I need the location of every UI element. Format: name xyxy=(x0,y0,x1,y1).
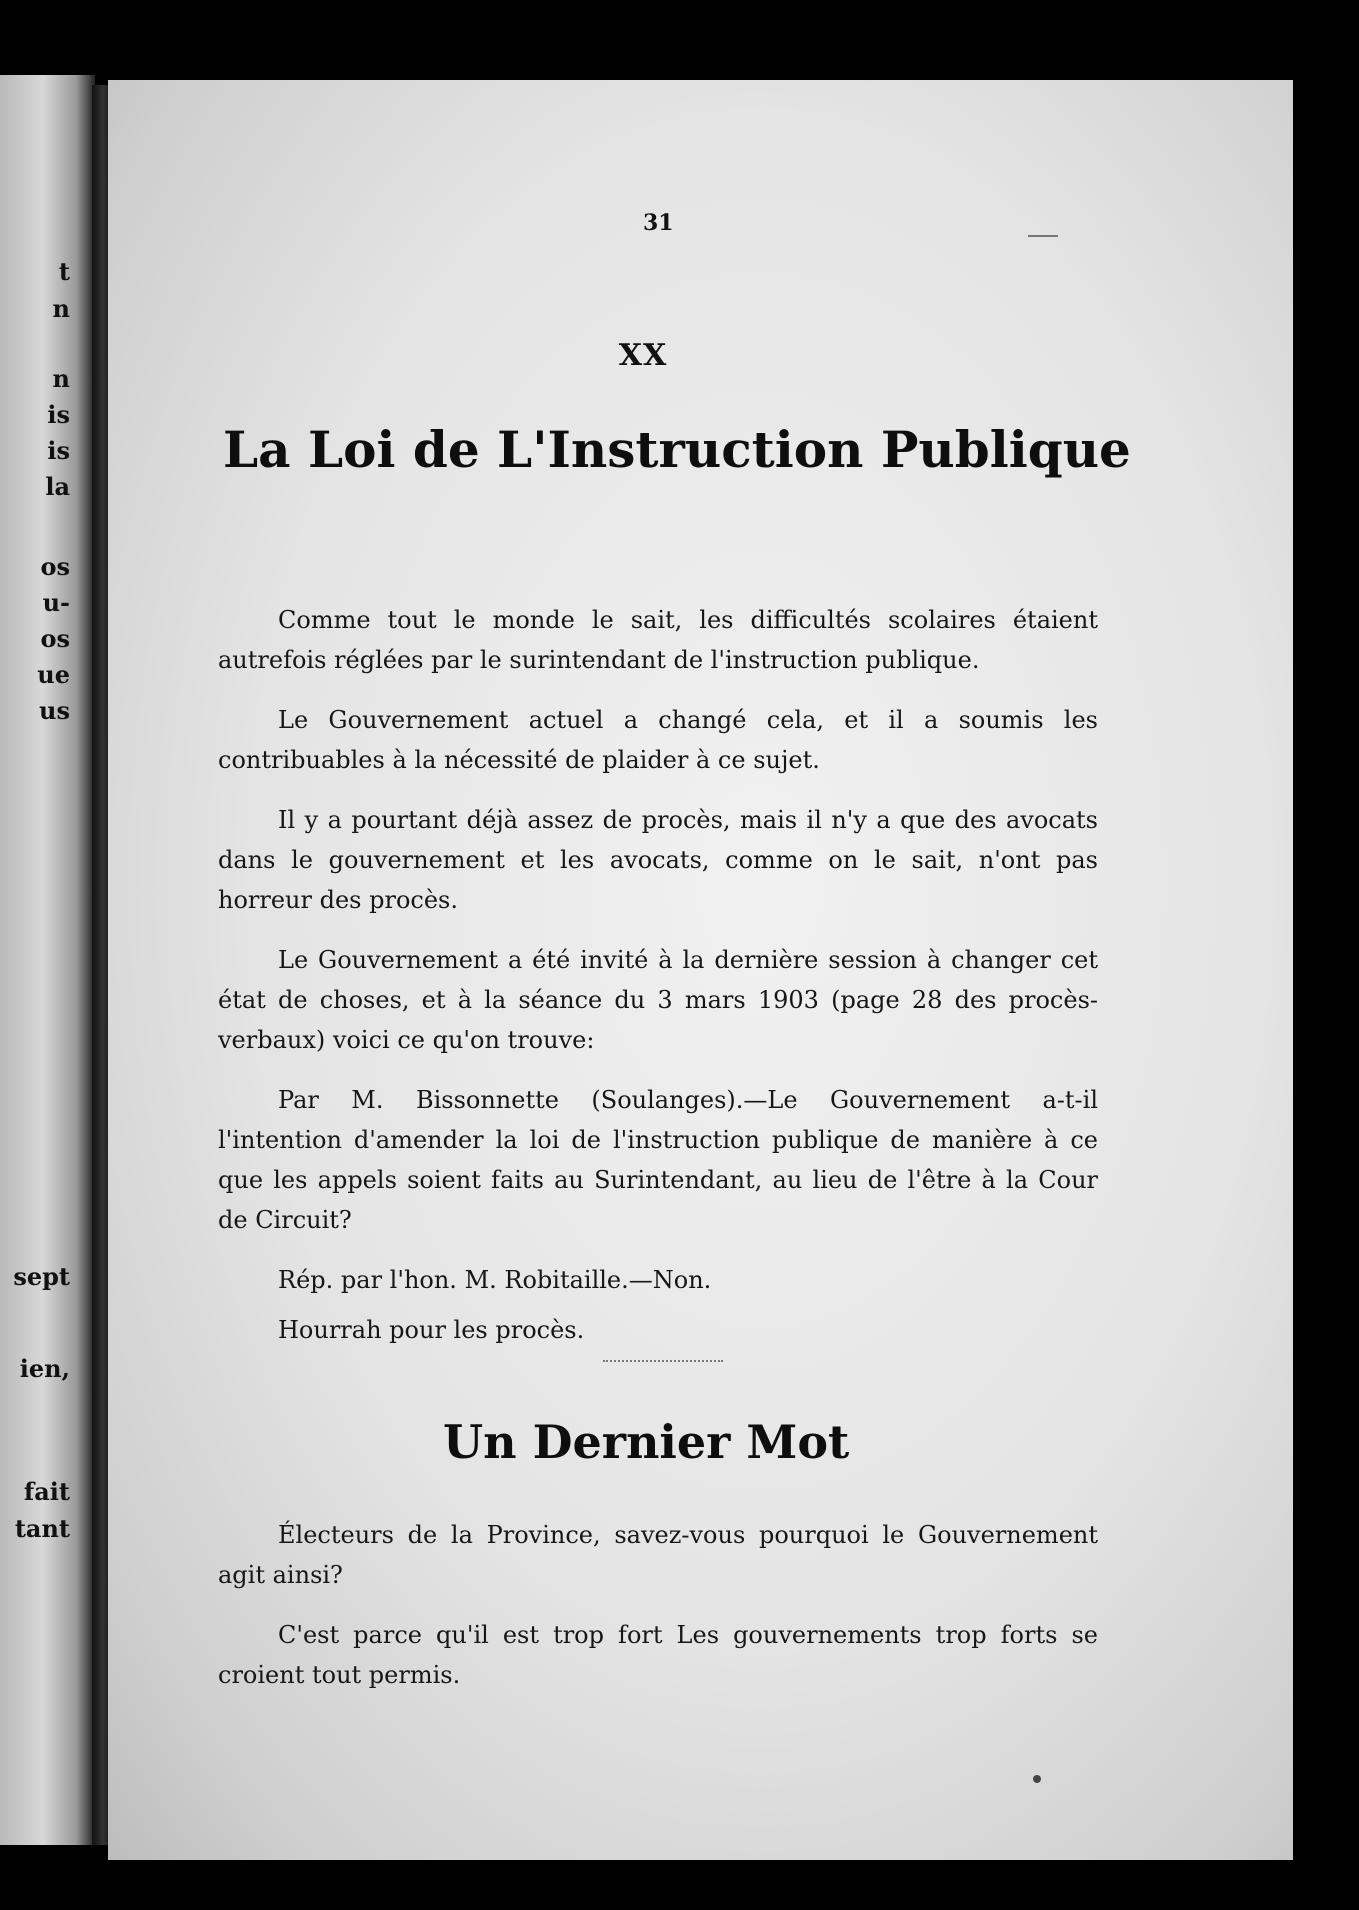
left-page-fragment: la xyxy=(45,472,70,501)
left-page-edge xyxy=(0,75,95,1845)
page-number: 31 xyxy=(643,210,674,236)
left-page-fragment: is xyxy=(47,400,70,429)
left-page-fragment: fait xyxy=(23,1477,70,1506)
paragraph: Comme tout le monde le sait, les difficultés scolaires étaient autrefois réglées par le surintendant de l'instruction publique. xyxy=(218,606,1098,674)
left-page-fragment: is xyxy=(47,436,70,465)
left-page-fragment: t xyxy=(58,257,70,286)
left-page-fragment: u- xyxy=(42,588,70,617)
section-separator xyxy=(603,1360,723,1362)
left-page-fragment: ien, xyxy=(19,1354,70,1383)
paragraph: C'est parce qu'il est trop fort Les gouvernements trop forts se croient tout permis. xyxy=(218,1621,1098,1689)
paragraph: Électeurs de la Province, savez-vous pourquoi le Gouvernement agit ainsi? xyxy=(218,1521,1098,1589)
section-title: Un Dernier Mot xyxy=(443,1415,850,1469)
left-page-fragment: us xyxy=(39,696,70,725)
paragraph: Il y a pourtant déjà assez de procès, mais il n'y a que des avocats dans le gouvernement et les avocats, comme on le sait, n'ont pas horreur des procès. xyxy=(218,806,1098,914)
section-body xyxy=(218,1515,1098,1715)
paragraph: Par M. Bissonnette (Soulanges).—Le Gouvernement a-t-il l'intention d'amender la loi de l'instruction publique de manière à ce que les appels soient faits au Surintendant, au lieu de l'être à la Cour de Circuit? xyxy=(218,1086,1098,1234)
page-title: La Loi de L'Instruction Publique xyxy=(223,420,1131,479)
article-body xyxy=(218,600,1098,1360)
scanned-page xyxy=(108,80,1293,1860)
left-page-fragment: ue xyxy=(37,660,70,689)
left-page-fragment: tant xyxy=(14,1514,70,1543)
left-page-fragment: sept xyxy=(13,1262,70,1291)
paragraph: Le Gouvernement actuel a changé cela, et il a soumis les contribuables à la nécessité de plaider à ce sujet. xyxy=(218,706,1098,774)
print-speck xyxy=(1033,1775,1041,1783)
print-speck xyxy=(1028,235,1058,237)
chapter-number: XX xyxy=(618,338,668,373)
paragraph: Rép. par l'hon. M. Robitaille.—Non. xyxy=(278,1266,712,1294)
left-page-fragment: os xyxy=(40,552,70,581)
paragraph: Le Gouvernement a été invité à la dernière session à changer cet état de choses, et à la séance du 3 mars 1903 (page 28 des procès-verbaux) voici ce qu'on trouve: xyxy=(218,946,1098,1054)
left-page-fragment: os xyxy=(40,624,70,653)
left-page-fragment: n xyxy=(52,294,70,323)
left-page-fragment: n xyxy=(52,364,70,393)
paragraph: Hourrah pour les procès. xyxy=(278,1316,585,1344)
